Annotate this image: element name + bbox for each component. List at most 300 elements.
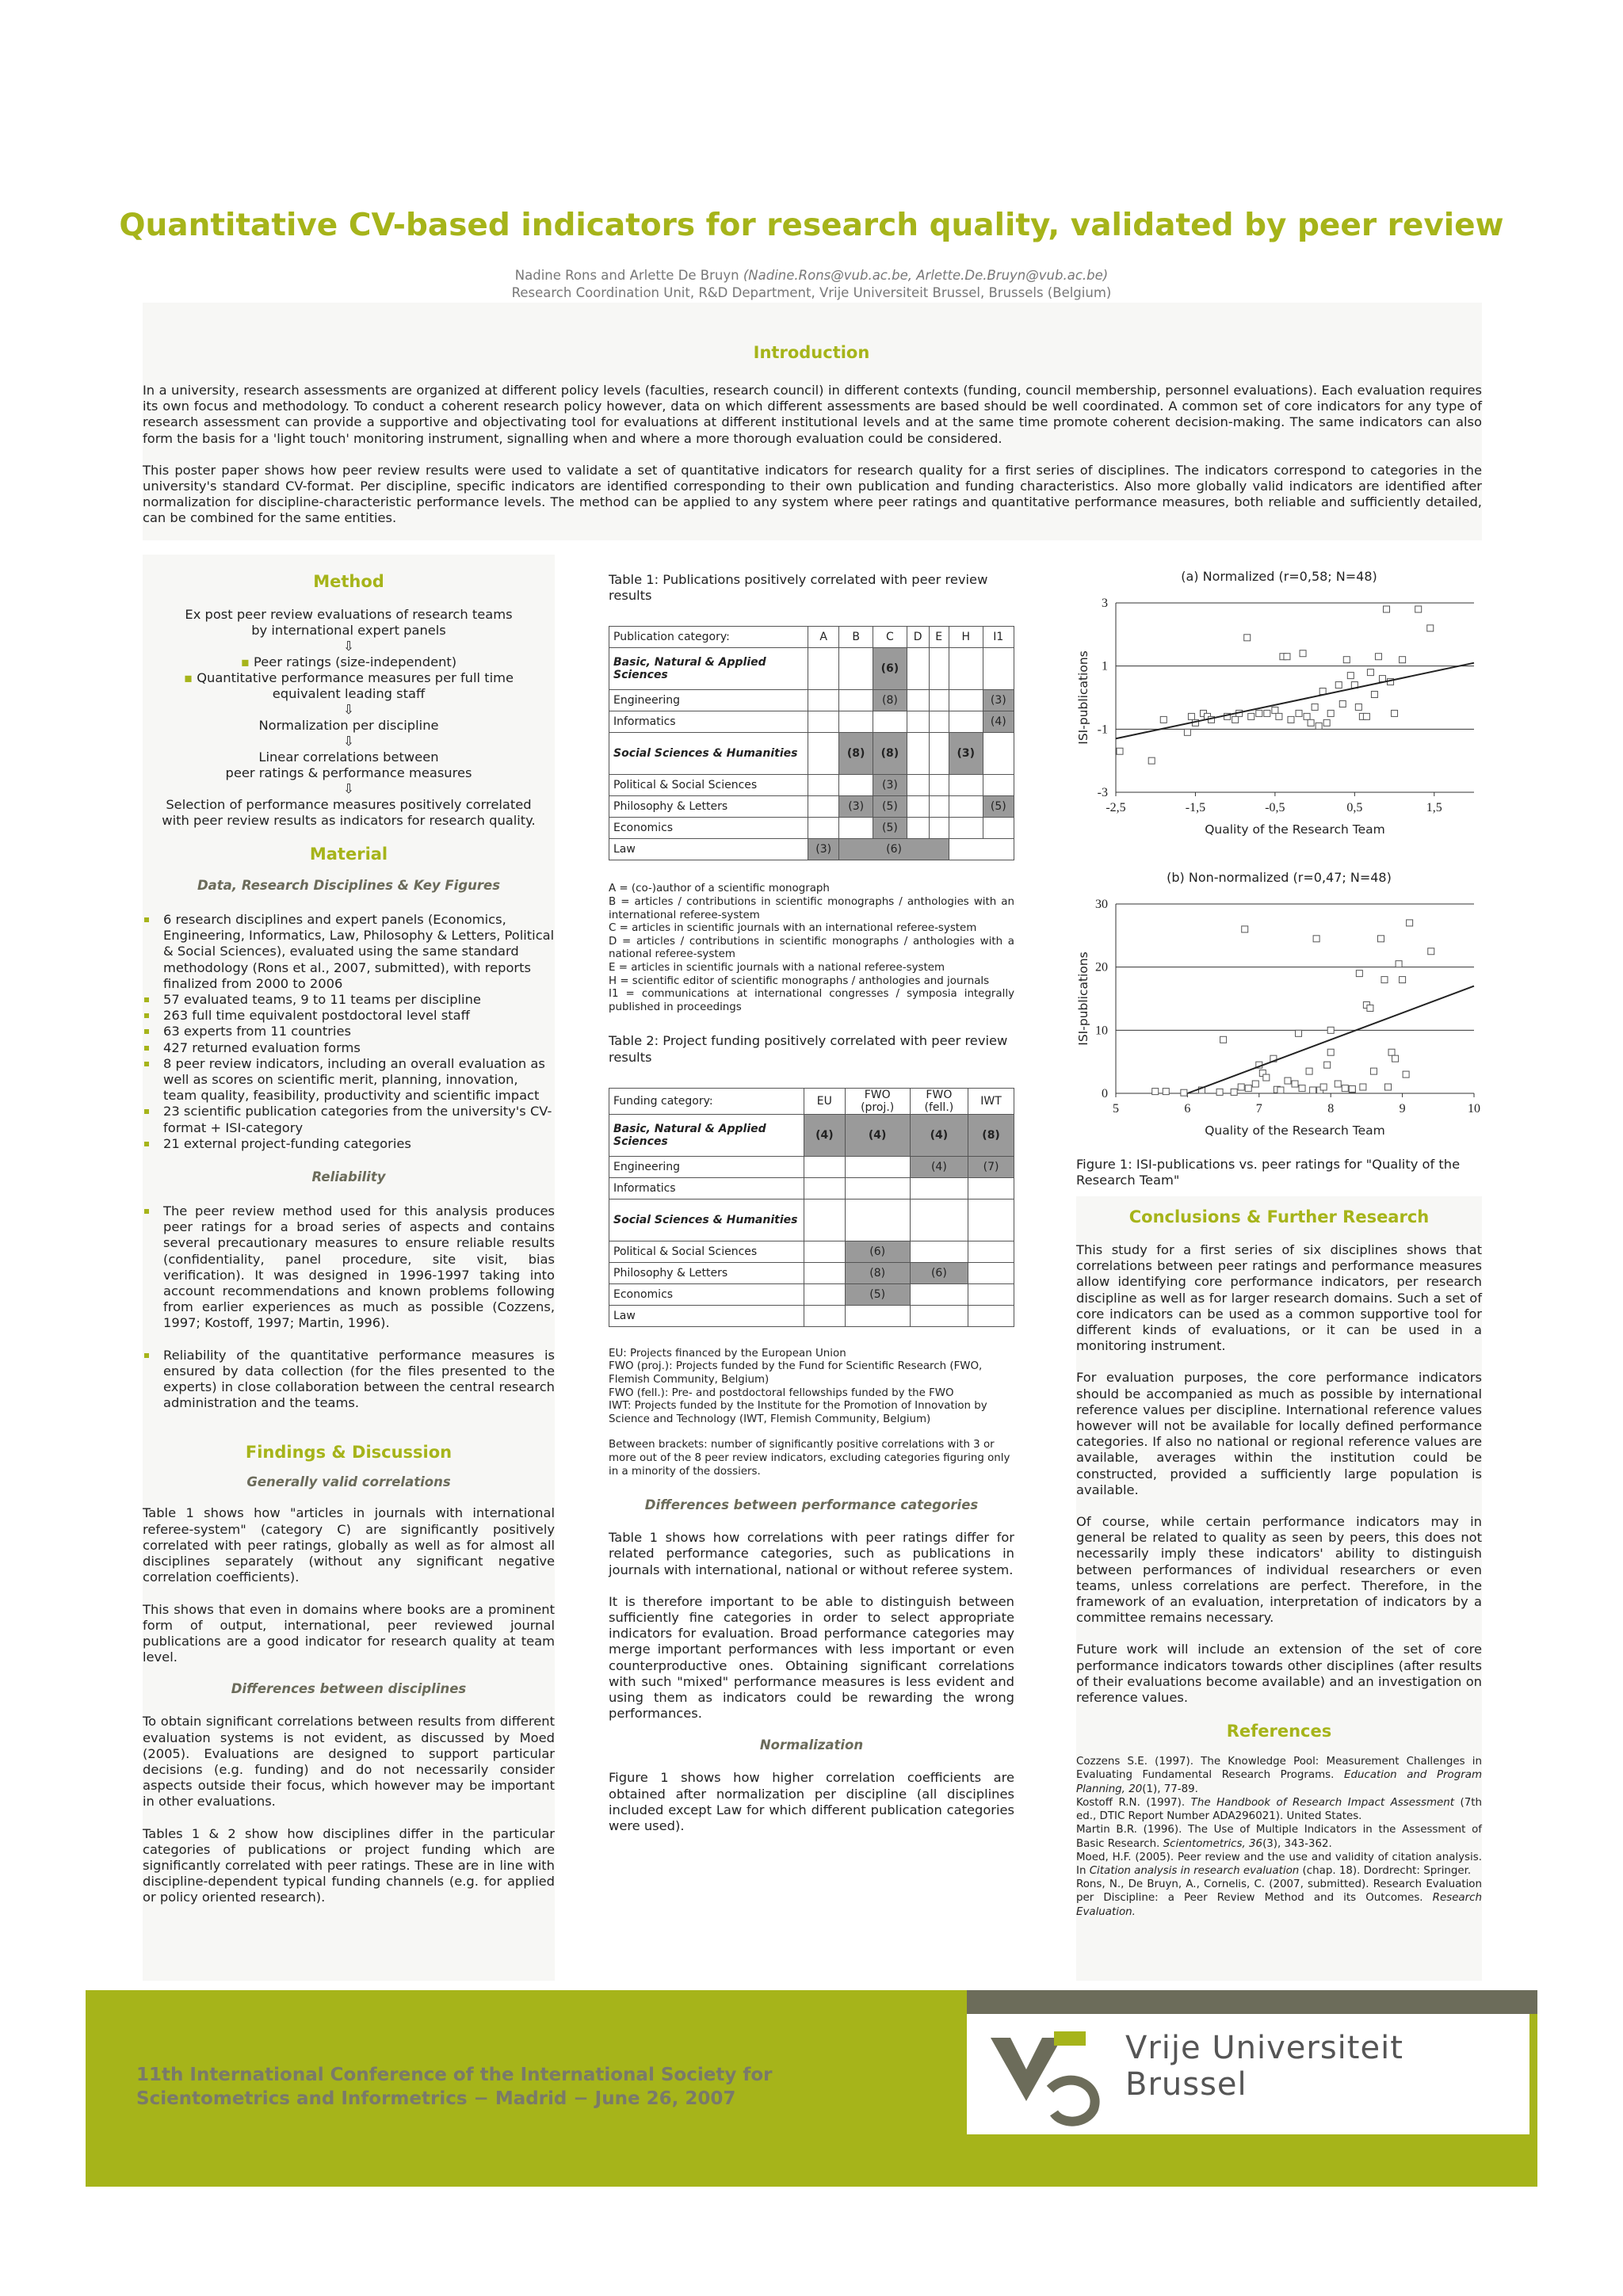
data-point	[1252, 1081, 1258, 1087]
table-cell: (8)	[845, 1262, 910, 1283]
data-point	[1400, 657, 1406, 663]
data-point	[1276, 713, 1282, 719]
table-cell	[929, 796, 949, 818]
reference-item: Moed, H.F. (2005). Peer review and the use and validity of citation analysis. In Citation analysis in research evaluation (chap. 18). Dordrecht: Springer.	[1076, 1851, 1482, 1877]
table-cell	[839, 775, 873, 796]
table-cell: (8)	[839, 733, 873, 775]
table-cell	[968, 1199, 1014, 1241]
table-row	[609, 1283, 1014, 1305]
data-point	[1181, 1089, 1187, 1096]
table-cell: (8)	[873, 733, 907, 775]
data-point	[1343, 657, 1350, 663]
data-point	[1407, 920, 1413, 926]
table-cell	[929, 775, 949, 796]
table-cell: (5)	[845, 1283, 910, 1305]
table-cell	[845, 1305, 910, 1326]
data-point	[1371, 692, 1377, 698]
table-cell: (6)	[873, 648, 907, 690]
data-point	[1356, 971, 1362, 977]
table-cell: (3)	[983, 690, 1014, 711]
data-point	[1427, 625, 1434, 631]
data-point	[1367, 669, 1373, 676]
row-label: Informatics	[609, 1177, 804, 1199]
data-point	[1160, 716, 1167, 723]
left-column	[143, 563, 555, 1922]
table-cell	[808, 648, 839, 690]
method-bullet-1: ▪ Peer ratings (size-independent)	[240, 654, 457, 669]
table-row	[609, 1114, 1014, 1156]
table-row	[609, 1241, 1014, 1262]
list-item: Reliability of the quantitative performance measures is ensured by data collection (for the files presented to the experts) in close collaboration between the central research administration and the teams.	[163, 1347, 555, 1411]
findings-subheading-1: Generally valid correlations	[246, 1474, 451, 1490]
middle-column	[609, 572, 1014, 1850]
down-arrow-icon: ⇩	[343, 734, 354, 749]
table-cell	[949, 711, 983, 733]
table-row	[609, 818, 1014, 839]
data-point	[1320, 1084, 1327, 1090]
table-cell	[808, 796, 839, 818]
findings-paragraph: Table 1 shows how "articles in journals with international referee-system" (category C) are significantly positively correlated with peer ratings, globally as well as for almost all disciplines separately (without any significant negative correlation coefficients).	[143, 1505, 555, 1585]
x-tick-label: 7	[1255, 1102, 1262, 1116]
table-cell: (3)	[839, 796, 873, 818]
list-item: 63 experts from 11 countries	[163, 1024, 555, 1039]
table-row	[609, 775, 1014, 796]
x-tick-label: -2,5	[1106, 801, 1126, 814]
table-cell: (6)	[845, 1241, 910, 1262]
data-point	[1319, 688, 1326, 695]
data-point	[1312, 704, 1318, 710]
note-line: A = (co-)author of a scientific monograph	[609, 883, 830, 895]
table-cell	[839, 711, 873, 733]
table-cell	[804, 1156, 846, 1177]
material-heading: Material	[309, 845, 388, 864]
table-cell	[808, 818, 839, 839]
table-cell: (3)	[949, 733, 983, 775]
data-point	[1400, 977, 1406, 983]
table-cell: (6)	[910, 1262, 968, 1283]
data-point	[1284, 654, 1290, 660]
data-point	[1342, 1085, 1348, 1092]
data-point	[1242, 926, 1248, 933]
table-cell	[808, 711, 839, 733]
table-row	[609, 733, 1014, 775]
table-header-cell: A	[808, 627, 839, 648]
data-point	[1117, 748, 1123, 754]
method-bullet-2b: equivalent leading staff	[272, 686, 426, 701]
perf-text	[609, 1530, 1014, 1722]
table-cell	[839, 818, 873, 839]
table-cell	[910, 1241, 968, 1262]
table-header-cell: H	[949, 627, 983, 648]
findings-text-2	[143, 1714, 555, 1905]
data-point	[1370, 1068, 1377, 1074]
table-cell	[808, 690, 839, 711]
table-cell: (6)	[839, 839, 949, 860]
table-header-cell: Publication category:	[609, 627, 808, 648]
trend-line	[1116, 663, 1474, 739]
data-point	[1327, 1049, 1334, 1055]
data-point	[1385, 1084, 1392, 1090]
data-point	[1245, 1085, 1251, 1092]
table-cell	[910, 1305, 968, 1326]
table2-caption: Table 2: Project funding positively correlated with peer review results	[609, 1033, 1008, 1065]
note-line: FWO (fell.): Pre- and postdoctoral fellowships funded by the FWO	[609, 1386, 954, 1399]
data-point	[1367, 1005, 1373, 1011]
table-cell	[845, 1156, 910, 1177]
table-row	[609, 1262, 1014, 1283]
table-header-cell: Funding category:	[609, 1088, 804, 1114]
table-header-cell: FWO (proj.)	[845, 1088, 910, 1114]
data-point	[1248, 713, 1254, 719]
table-cell	[907, 690, 929, 711]
list-item: The peer review method used for this analysis produces peer ratings for a broad series of aspects and contains several precautionary measures to ensure reliable results (confidentiality, panel procedure, site visit, bias verification). It was designed in 1996-1997 taking into account recommendations and known problems following from earlier experiences as much as possible (Cozzens, 1997; Kostoff, 1997; Martin, 1996).	[163, 1203, 555, 1331]
data-point	[1392, 710, 1398, 716]
table-cell: (4)	[910, 1114, 968, 1156]
note-line: I1 = communications at international congresses / symposia integrally published in proceedings	[609, 988, 1014, 1013]
table-cell	[968, 1241, 1014, 1262]
conclusions-paragraph: For evaluation purposes, the core performance indicators should be accompanied as much as possible by international reference values per discipline. International reference values however will not be available for locally defined performance categories. If also no national or regional reference values are available, averages within the institution could be constructed, provided a sufficiently large population is available.	[1076, 1370, 1482, 1497]
trend-line	[1187, 986, 1474, 1093]
table-cell	[907, 818, 929, 839]
method-step-1: Ex post peer review evaluations of research teams	[185, 607, 513, 622]
table-cell	[968, 1305, 1014, 1326]
x-tick-label: 5	[1113, 1102, 1119, 1116]
normalization-subheading: Normalization	[759, 1737, 864, 1753]
method-flow	[143, 607, 555, 829]
row-label: Economics	[609, 818, 808, 839]
scatter-chart-non-normalized	[1070, 891, 1490, 1153]
table-row	[609, 711, 1014, 733]
conference-info	[136, 2063, 772, 2111]
method-step-4: Linear correlations between	[258, 749, 439, 765]
reference-item: Cozzens S.E. (1997). The Knowledge Pool: Measurement Challenges in Evaluating Fundamental Research Programs. Education and Program Planning, 20(1), 77-89.	[1076, 1756, 1483, 1795]
table-cell	[983, 775, 1014, 796]
row-label: Social Sciences & Humanities	[609, 1199, 804, 1241]
table-cell: (5)	[983, 796, 1014, 818]
row-label: Political & Social Sciences	[609, 775, 808, 796]
x-tick-label: 6	[1184, 1102, 1191, 1116]
vub-logo-icon	[975, 2014, 1133, 2133]
table-cell: (3)	[873, 775, 907, 796]
y-tick-label: 30	[1095, 898, 1108, 911]
normalization-text	[609, 1770, 1014, 1834]
perf-paragraph: Table 1 shows how correlations with peer ratings differ for related performance categories, such as publications in journals with international, national or without referee system.	[609, 1530, 1014, 1577]
references-heading: References	[1226, 1722, 1332, 1741]
data-point	[1384, 606, 1390, 612]
data-point	[1148, 757, 1155, 764]
down-arrow-icon: ⇩	[343, 639, 354, 654]
data-point	[1360, 1084, 1366, 1090]
table-row	[609, 1177, 1014, 1199]
data-point	[1323, 719, 1330, 726]
data-point	[1256, 710, 1262, 716]
data-point	[1327, 710, 1334, 716]
note-line: D = articles / contributions in scientific monographs / anthologies with a national referee-system	[609, 935, 1014, 961]
method-step-5: Selection of performance measures positively correlated	[166, 797, 532, 812]
table-cell	[929, 733, 949, 775]
data-point	[1220, 1036, 1227, 1043]
x-tick-label: -1,5	[1185, 801, 1206, 814]
findings-paragraph: Tables 1 & 2 show how disciplines differ in the particular categories of publications or project funding which are significantly correlated with peer ratings. These are in line with discipline-dependent typical funding channels (e.g. for applied or policy oriented research).	[143, 1825, 555, 1905]
table-cell	[949, 648, 983, 690]
data-point	[1388, 1049, 1395, 1055]
x-tick-label: 9	[1399, 1102, 1406, 1116]
list-item: 6 research disciplines and expert panels (Economics, Engineering, Informatics, Law, Philosophy & Letters, Political & Social Sciences), evaluated using the same standard methodology (Rons et al., 2007, submitted), with reports finalized from 2000 to 2006	[163, 912, 555, 991]
findings-paragraph: This shows that even in domains where books are a prominent form of output, international, peer reviewed journal publications are a good indicator for research quality at team level.	[143, 1601, 555, 1665]
table-cell: (5)	[873, 818, 907, 839]
right-column	[1076, 1207, 1482, 1919]
data-point	[1379, 676, 1385, 682]
table-cell: (4)	[910, 1156, 968, 1177]
findings-paragraph: To obtain significant correlations between results from different evaluation systems is not evident, as discussed by Moed (2005). Evaluations are designed to support particular decisions (e.g. funding) and do not necessarily consider aspects outside their focus, which however may be important in other evaluations.	[143, 1714, 555, 1810]
list-item: 21 external project-funding categories	[163, 1136, 555, 1152]
table-cell	[949, 775, 983, 796]
row-label: Economics	[609, 1283, 804, 1305]
data-point	[1288, 716, 1294, 723]
conclusions-paragraph: Of course, while certain performance indicators may in general be related to quality as seen by peers, this does not necessarily imply these indicators' ability to distinguish between performances of individual researchers or even teams, unless correlations are perfect. Therefore, in the framework of an evaluation, interpretation of indicators by a committee remains necessary.	[1076, 1514, 1482, 1626]
note-line: B = articles / contributions in scientific monographs / anthologies with an international referee-system	[609, 896, 1014, 921]
x-tick-label: 0,5	[1346, 801, 1363, 814]
table-cell	[983, 818, 1014, 839]
table-header-row	[609, 1088, 1014, 1114]
data-point	[1339, 700, 1346, 707]
note-line: IWT: Projects funded by the Institute for the Promotion of Innovation by Science and Technology (IWT, Flemish Community, Belgium)	[609, 1400, 987, 1425]
data-point	[1327, 1027, 1334, 1033]
row-label: Social Sciences & Humanities	[609, 733, 808, 775]
table-header-cell: FWO (fell.)	[910, 1088, 968, 1114]
table-cell: (4)	[983, 711, 1014, 733]
table-cell	[907, 711, 929, 733]
findings-text-1	[143, 1505, 555, 1665]
data-point	[1306, 1068, 1312, 1074]
table-header-cell: IWT	[968, 1088, 1014, 1114]
conclusions-paragraph: Future work will include an extension of the set of core performance indicators towards other disciplines (after results of their evaluations become available) and an investigation on reference values.	[1076, 1642, 1482, 1706]
table-cell	[910, 1283, 968, 1305]
data-point	[1335, 682, 1342, 688]
data-point	[1310, 1087, 1316, 1093]
x-axis-label: Quality of the Research Team	[1205, 822, 1385, 837]
table2-notes	[609, 1348, 1014, 1427]
table-header-cell: B	[839, 627, 873, 648]
note-line: E = articles in scientific journals with a national referee-system	[609, 961, 945, 974]
x-tick-label: 8	[1327, 1102, 1335, 1116]
table-row	[609, 690, 1014, 711]
list-item: 23 scientific publication categories from the university's CV-format + ISI-category	[163, 1104, 555, 1135]
data-point	[1377, 936, 1384, 942]
table-cell	[929, 648, 949, 690]
reference-item: Kostoff R.N. (1997). The Handbook of Research Impact Assessment (7th ed., DTIC Report Number ADA296021). United States.	[1076, 1796, 1482, 1823]
table1-caption: Table 1: Publications positively correlated with peer review results	[609, 572, 988, 604]
row-label: Informatics	[609, 711, 808, 733]
table-cell	[808, 775, 839, 796]
data-point	[1231, 1089, 1237, 1095]
data-point	[1216, 1089, 1223, 1095]
table-row	[609, 1305, 1014, 1326]
data-point	[1277, 1087, 1284, 1093]
data-point	[1244, 635, 1251, 641]
data-point	[1188, 713, 1194, 719]
table-header-cell: EU	[804, 1088, 846, 1114]
data-point	[1300, 650, 1306, 657]
data-point	[1363, 713, 1369, 719]
y-tick-label: -3	[1097, 786, 1108, 799]
table-header-cell: D	[907, 627, 929, 648]
data-point	[1396, 961, 1402, 967]
list-item: 427 returned evaluation forms	[163, 1040, 555, 1056]
data-point	[1264, 710, 1270, 716]
table-cell	[873, 711, 907, 733]
authors	[0, 267, 1623, 302]
y-tick-label: -1	[1097, 723, 1108, 737]
table-cell	[949, 796, 983, 818]
data-point	[1392, 1055, 1399, 1062]
data-point	[1296, 1030, 1302, 1036]
author-emails: (Nadine.Rons@vub.ac.be, Arlette.De.Bruyn@vub.ac.be)	[743, 268, 1109, 283]
table-cell	[910, 1199, 968, 1241]
table-cell	[845, 1177, 910, 1199]
perf-paragraph: It is therefore important to be able to distinguish between sufficiently fine categories in order to select appropriate indicators for evaluation. Broad performance categories may merge important performances with less important or even counterproductive ones. Obtaining significant correlations with such "mixed" performance measures is less evident and using them as indicators could be rewarding the wrong performances.	[609, 1593, 1014, 1722]
data-point	[1375, 654, 1381, 660]
table-cell	[804, 1305, 846, 1326]
row-label: Political & Social Sciences	[609, 1241, 804, 1262]
intro-text	[143, 383, 1482, 543]
data-point	[1347, 673, 1354, 679]
data-point	[1292, 1081, 1298, 1087]
method-bullet-2: ▪ Quantitative performance measures per full time	[183, 670, 514, 685]
table-cell: (8)	[968, 1114, 1014, 1156]
data-point	[1238, 1084, 1244, 1090]
row-label: Engineering	[609, 690, 808, 711]
intro-paragraph-1: In a university, research assessments are organized at different policy levels (faculties, research council) in different contexts (funding, council membership, personnel evaluations). Each evaluation requires its own focus and methodology. To conduct a coherent research policy however, data on which different assessments are based should be well coordinated. A common set of core indicators for any type of research assessment can provide a supportive and objectivating tool for evaluations at different institutional levels and at the same time promote coherent decision-making. The same indicators can also form the basis for a 'light touch' monitoring instrument, signalling when and where a more thorough evaluation could be considered.	[143, 383, 1482, 446]
y-axis-label: ISI-publications	[1076, 650, 1090, 745]
table-cell	[929, 818, 949, 839]
note-line: C = articles in scientific journals with an international referee-system	[609, 922, 977, 935]
list-item: 263 full time equivalent postdoctoral level staff	[163, 1008, 555, 1024]
table1-notes	[609, 883, 1014, 1014]
data-point	[1152, 1089, 1159, 1095]
list-item: 8 peer review indicators, including an overall evaluation as well as scores on scientific merit, planning, innovation, team quality, feasibility, productivity and scientific impact	[163, 1056, 555, 1104]
conference-line-1: 11th International Conference of the International Society for	[136, 2065, 773, 2085]
table-header-cell: I1	[983, 627, 1014, 648]
x-axis-label: Quality of the Research Team	[1205, 1123, 1385, 1138]
poster-title: Quantitative CV-based indicators for research quality, validated by peer review	[119, 208, 1504, 243]
data-point	[1403, 1071, 1409, 1077]
row-label: Law	[609, 839, 808, 860]
y-tick-label: 1	[1102, 659, 1108, 673]
table-cell	[804, 1177, 846, 1199]
table-cell: (7)	[968, 1156, 1014, 1177]
table-cell	[983, 648, 1014, 690]
row-label: Basic, Natural & Applied Sciences	[609, 648, 808, 690]
data-point	[1263, 1074, 1270, 1081]
data-point	[1304, 713, 1310, 719]
table-cell	[907, 796, 929, 818]
table-cell	[949, 690, 983, 711]
y-axis-label: ISI-publications	[1076, 952, 1090, 1046]
table-cell: (4)	[845, 1114, 910, 1156]
table-cell	[808, 733, 839, 775]
university-logo	[967, 2014, 1529, 2134]
method-step-3: Normalization per discipline	[258, 718, 439, 733]
table-row	[609, 648, 1014, 690]
row-label: Basic, Natural & Applied Sciences	[609, 1114, 804, 1156]
x-tick-label: 10	[1468, 1102, 1480, 1116]
data-point	[1313, 936, 1319, 942]
y-tick-label: 20	[1095, 960, 1108, 974]
conclusions-paragraph: This study for a first series of six disciplines shows that correlations between peer ratings and performance measures allow identifying core performance indicators, per research discipline as well as for larger research domains. Such a set of core indicators can be used as a common supportive tool for different kinds of evaluations, or it can be used in a monitoring instrument.	[1076, 1242, 1482, 1354]
data-point	[1184, 729, 1190, 735]
conference-line-2: Scientometrics and Informetrics − Madrid − June 26, 2007	[136, 2088, 736, 2109]
list-item: 57 evaluated teams, 9 to 11 teams per discipline	[163, 992, 555, 1008]
data-point	[1285, 1077, 1291, 1084]
y-tick-label: 3	[1102, 597, 1108, 610]
affiliation: Research Coordination Unit, R&D Department, Vrije Universiteit Brussel, Brussels (Belgium)	[511, 285, 1112, 300]
row-label: Engineering	[609, 1156, 804, 1177]
y-tick-label: 10	[1095, 1024, 1108, 1038]
reference-item: Rons, N., De Bruyn, A., Cornelis, C. (2007, submitted). Research Evaluation per Discipline: a Peer Review Method and its Outcomes. Research Evaluation.	[1076, 1878, 1482, 1918]
data-point	[1335, 1081, 1341, 1087]
table-cell	[910, 1177, 968, 1199]
data-point	[1415, 606, 1422, 612]
reference-item: Martin B.R. (1996). The Use of Multiple Indicators in the Assessment of Basic Research. Scientometrics, 36(3), 343-362.	[1076, 1824, 1482, 1850]
note-line: EU: Projects financed by the European Union	[609, 1347, 846, 1360]
table-cell	[907, 775, 929, 796]
table-cell	[929, 711, 949, 733]
conclusions-heading: Conclusions & Further Research	[1128, 1207, 1430, 1226]
normalization-paragraph: Figure 1 shows how higher correlation coefficients are obtained after normalization per discipline (all disciplines included except Law for which different publication categories were used).	[609, 1770, 1014, 1833]
intro-paragraph-2: This poster paper shows how peer review results were used to validate a set of quantitative indicators for research quality for a first series of disciplines. The indicators correspond to categories in the university's standard CV-format. Per discipline, specific indicators are identified corresponding to their own publication and funding characteristics. Also more globally valid indicators are identified after normalization for discipline-characteristic performance levels. The method can be applied to any system where peer ratings and quantitative performance measures, both reliable and sufficiently detailed, can be combined for the same entities.	[143, 462, 1482, 526]
table-row	[609, 839, 1014, 860]
table-cell	[968, 1283, 1014, 1305]
table-cell	[929, 690, 949, 711]
data-point	[1428, 948, 1434, 955]
reliability-subheading: Reliability	[311, 1169, 386, 1185]
references-list	[1076, 1755, 1482, 1918]
method-step-5b: with peer review results as indicators for research quality.	[162, 813, 536, 828]
findings-heading: Findings & Discussion	[245, 1443, 453, 1463]
table-header-cell: E	[929, 627, 949, 648]
table-cell	[804, 1199, 846, 1241]
table-cell	[949, 818, 983, 839]
chart-a-title: (a) Normalized (r=0,58; N=48)	[1181, 569, 1377, 584]
table-header-cell: C	[873, 627, 907, 648]
chart-b-title: (b) Non-normalized (r=0,47; N=48)	[1167, 870, 1392, 885]
table-row	[609, 1199, 1014, 1241]
data-point	[1296, 710, 1302, 716]
data-point	[1349, 1085, 1355, 1092]
x-tick-label: -0,5	[1265, 801, 1285, 814]
figure-caption: Figure 1: ISI-publications vs. peer ratings for "Quality of the Research Team"	[1076, 1157, 1461, 1188]
row-label: Philosophy & Letters	[609, 1262, 804, 1283]
table-cell	[839, 690, 873, 711]
findings-subheading-2: Differences between disciplines	[231, 1681, 467, 1697]
y-tick-label: 0	[1102, 1087, 1108, 1100]
conclusions-text	[1076, 1242, 1482, 1706]
method-step-4b: peer ratings & performance measures	[225, 765, 472, 780]
row-label: Philosophy & Letters	[609, 796, 808, 818]
reliability-list	[143, 1203, 555, 1411]
x-tick-label: 1,5	[1426, 801, 1442, 814]
table-cell	[907, 648, 929, 690]
author-names: Nadine Rons and Arlette De Bruyn	[514, 268, 739, 283]
table-cell	[949, 839, 1014, 860]
table-cell: (5)	[873, 796, 907, 818]
note-line: H = scientific editor of scientific monographs / anthologies and journals	[609, 974, 990, 987]
table-cell	[968, 1177, 1014, 1199]
table-header-row	[609, 627, 1014, 648]
intro-heading: Introduction	[753, 343, 870, 362]
data-point	[1355, 704, 1361, 710]
